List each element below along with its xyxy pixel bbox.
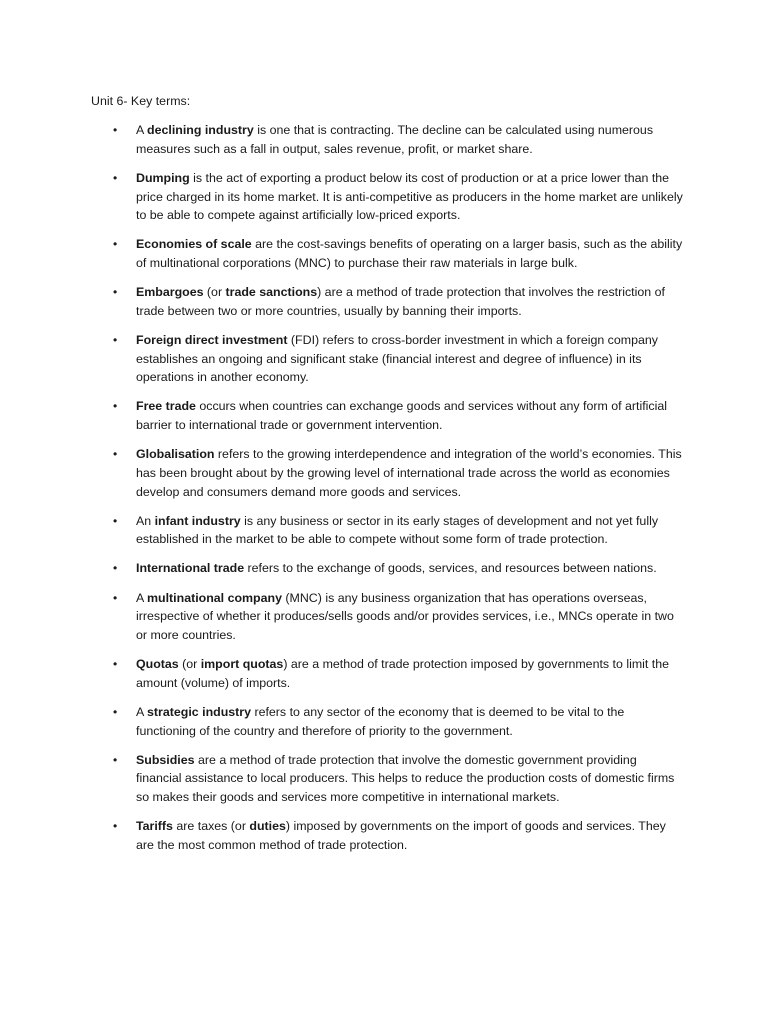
bullet-icon: • [113,123,118,137]
key-terms-list [0,121,768,865]
key-term-name: infant industry [154,513,241,528]
key-term-name: Foreign direct investment [136,332,288,347]
bullet-icon: • [113,447,118,462]
key-term-text: (or [178,657,201,672]
bullet-icon: • [113,704,118,719]
key-term-text: (MNC) is any business organization that has operations overseas, irrespective of whether it produces/sells goods and/or provides services, i.e., MNCs operate in two or more countries. [136,590,674,642]
key-term-text: is the act of exporting a product below its cost of production or at a price lower than the price charged in its home market. It is anti-competitive as producers in the home market are unlikely to be able to compete against artificially low-priced exports. [136,170,683,223]
key-term-text: An [136,513,155,528]
key-term-item [0,283,768,320]
key-term-name: strategic industry [147,704,252,719]
key-term-item [0,751,768,807]
key-term-name: import quotas [200,657,284,672]
key-term-name: Quotas [136,657,179,672]
key-term-item [0,512,768,549]
key-term-name: duties [249,819,286,834]
key-term-text: refers to the growing interdependence and integration of the world’s economies. This has been brought about by the growing level of international trade across the world as economies develop and consumers demand more goods and services. [136,447,682,499]
key-term-name: Globalisation [136,447,215,462]
bullet-icon: • [113,590,118,605]
bullet-icon: • [113,657,118,672]
key-term-name: Subsidies [136,752,195,767]
key-term-item [0,331,768,387]
key-term-item [0,169,768,225]
key-term-item [0,235,768,272]
key-term-name: Tariffs [136,819,173,834]
key-term-text: occurs when countries can exchange goods and services without any form of artificial barrier to international trade or government intervention. [136,399,668,433]
bullet-icon: • [113,513,118,528]
bullet-icon: • [113,561,118,576]
key-term-name: Dumping [136,170,190,185]
document-title: Unit 6- Key terms: [91,94,191,108]
key-term-name: Economies of scale [136,237,252,252]
key-term-text: ) are a method of trade protection that involves the restriction of trade between two or more countries, usually by banning their imports. [136,285,665,318]
key-term-name: multinational company [147,590,282,605]
key-term-text: A [136,704,148,719]
bullet-icon: • [113,170,118,185]
key-term-item [0,589,768,645]
key-term-name: trade sanctions [225,285,318,300]
key-term-text: A [136,123,148,137]
key-term-item [0,655,768,692]
bullet-icon: • [113,819,118,834]
key-term-name: Free trade [136,399,196,414]
bullet-icon: • [113,332,118,347]
key-term-item [0,397,768,434]
key-term-text: ) imposed by governments on the import of goods and services. They are the most common method of trade protection. [136,819,666,852]
key-term-name: Embargoes [136,285,204,300]
key-term-text: are a method of trade protection that involve the domestic government providing financial assistance to local producers. This helps to reduce the production costs of domestic firms so makes their goods and services more competitive in international markets. [136,752,675,805]
key-term-item [0,121,768,158]
bullet-icon: • [113,285,118,300]
key-term-text: ) are a method of trade protection imposed by governments to limit the amount (volume) of imports. [136,657,670,690]
key-term-text: A [136,590,148,605]
key-term-text: (or [203,285,226,300]
bullet-icon: • [113,399,118,414]
key-term-name: declining industry [147,123,254,137]
bullet-icon: • [113,752,118,767]
key-term-item [0,445,768,501]
key-term-text: is one that is contracting. The decline can be calculated using numerous measures such as a fall in output, sales revenue, profit, or market share. [136,123,654,156]
key-term-text: (FDI) refers to cross-border investment in which a foreign company establishes an ongoing and significant stake (financial interest and degree of influence) in its operations in another economy. [136,332,658,385]
key-term-text: are the cost-savings benefits of operating on a larger basis, such as the ability of multinational corporations (MNC) to purchase their raw materials in large bulk. [136,237,683,270]
key-term-item [0,559,768,578]
bullet-icon: • [113,237,118,252]
key-term-text: refers to the exchange of goods, services, and resources between nations. [244,561,657,576]
key-term-name: International trade [136,561,245,576]
key-term-text: refers to any sector of the economy that is deemed to be vital to the functioning of the country and therefore of priority to the government. [136,704,625,738]
key-term-text: are taxes (or [172,819,250,834]
key-term-text: is any business or sector in its early stages of development and not yet fully established in the market to be able to compete without some form of trade protection. [136,513,659,547]
key-term-item [0,817,768,854]
key-term-item [0,703,768,740]
